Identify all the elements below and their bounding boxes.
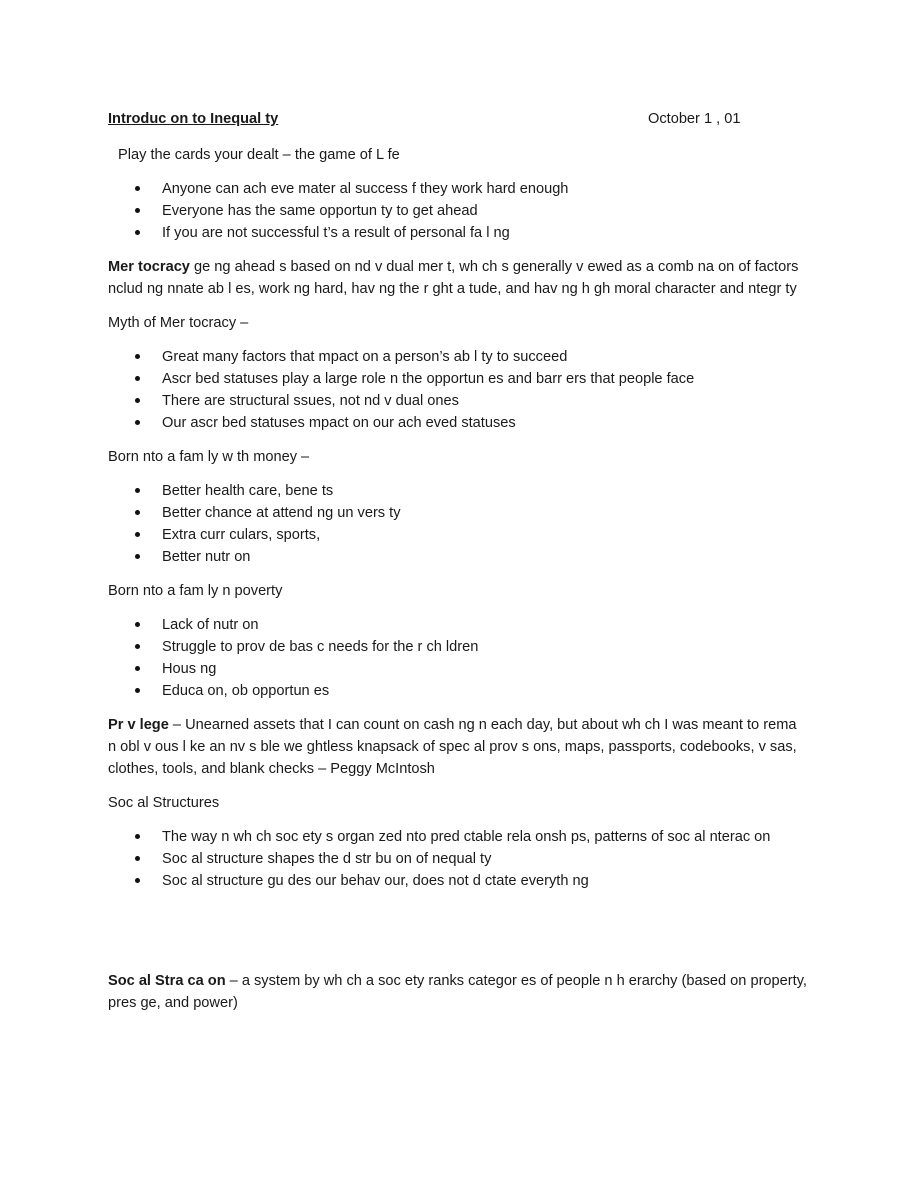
money-list [108, 480, 808, 568]
privilege-paragraph [108, 714, 808, 780]
meritocracy-definition: ge ng ahead s based on nd v dual mer t, wh ch s generally v ewed as a comb na on of factors nclud ng nnate ab l es, work ng hard, hav ng the r ght a tude, and hav ng h gh moral character and ntegr ty [108, 259, 799, 297]
list-item: Anyone can ach eve mater al success f they work hard enough [108, 178, 808, 200]
list-item: Soc al structure gu des our behav our, does not d ctate everyth ng [108, 870, 808, 892]
list-item: Lack of nutr on [108, 614, 808, 636]
list-item: Educa on, ob opportun es [108, 680, 808, 702]
stratification-term: Soc al Stra ca on [108, 973, 226, 989]
document-page [108, 110, 808, 1026]
list-item: The way n wh ch soc ety s organ zed nto pred ctable rela onsh ps, patterns of soc al nterac on [108, 826, 808, 848]
list-item: Better nutr on [108, 546, 808, 568]
privilege-definition: – Unearned assets that I can count on cash ng n each day, but about wh ch I was meant to rema n obl v ous l ke an nv s ble we ghtless knapsack of spec al prov s ons, maps, passports, codebooks, v sas, clothes, tools, and blank checks – Peggy McIntosh [108, 717, 797, 777]
list-item: Hous ng [108, 658, 808, 680]
meritocracy-term: Mer tocracy [108, 259, 190, 275]
list-item: Our ascr bed statuses mpact on our ach eved statuses [108, 412, 808, 434]
stratification-paragraph [108, 970, 808, 1014]
poverty-heading: Born nto a fam ly n poverty [108, 583, 283, 599]
list-item: Extra curr culars, sports, [108, 524, 808, 546]
myth-heading: Myth of Mer tocracy – [108, 315, 249, 331]
document-date: October 1 , 01 [648, 111, 741, 127]
structures-heading: Soc al Structures [108, 795, 220, 811]
list-item: Struggle to prov de bas c needs for the r ch ldren [108, 636, 808, 658]
list-item: If you are not successful t’s a result of personal fa l ng [108, 222, 808, 244]
list-item: Ascr bed statuses play a large role n the opportun es and barr ers that people face [108, 368, 808, 390]
list-item: Soc al structure shapes the d str bu on of nequal ty [108, 848, 808, 870]
list-item: Better health care, bene ts [108, 480, 808, 502]
list-item: Everyone has the same opportun ty to get ahead [108, 200, 808, 222]
money-heading: Born nto a fam ly w th money – [108, 449, 310, 465]
title-row [108, 110, 808, 132]
structures-list [108, 826, 808, 892]
document-title: Introduc on to Inequal ty [108, 111, 279, 127]
list-item: There are structural ssues, not nd v dual ones [108, 390, 808, 412]
intro-quote: Play the cards your dealt – the game of L fe [118, 147, 400, 163]
intro-list [108, 178, 808, 244]
poverty-list [108, 614, 808, 702]
list-item: Great many factors that mpact on a person’s ab l ty to succeed [108, 346, 808, 368]
myth-list [108, 346, 808, 434]
meritocracy-paragraph [108, 256, 808, 300]
list-item: Better chance at attend ng un vers ty [108, 502, 808, 524]
blank-space [108, 904, 808, 970]
stratification-definition: – a system by wh ch a soc ety ranks categor es of people n h erarchy (based on property, pres ge, and power) [108, 973, 807, 1011]
privilege-term: Pr v lege [108, 717, 169, 733]
